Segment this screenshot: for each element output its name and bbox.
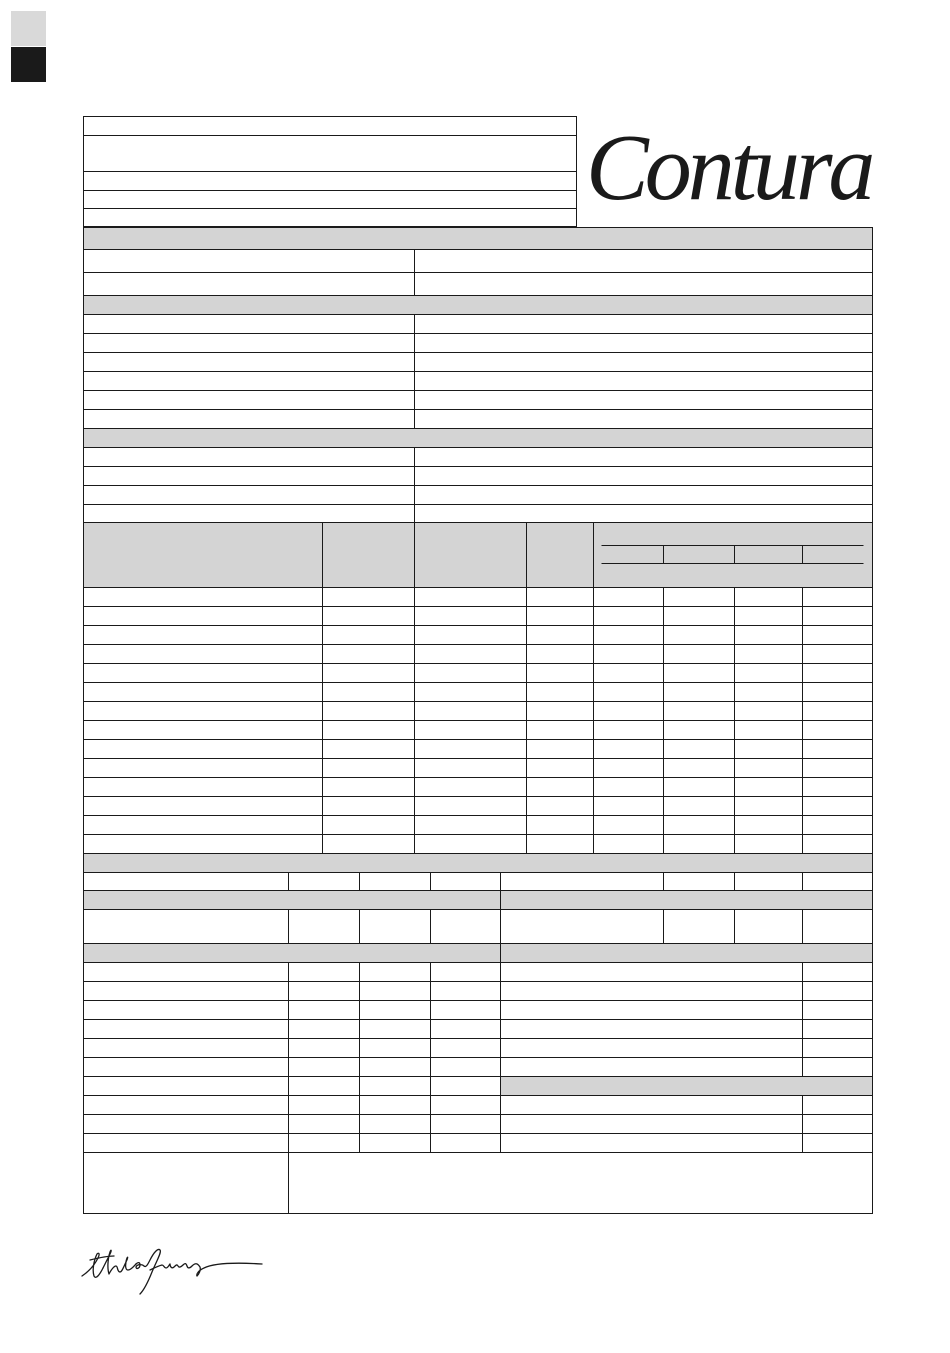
table-header-band — [84, 523, 873, 588]
section-band-3 — [84, 429, 873, 448]
handwritten-signature — [80, 1240, 264, 1296]
section-band-6-left — [84, 944, 501, 963]
table-body-grid — [84, 588, 873, 854]
section-band-2 — [84, 296, 873, 315]
section-band-4 — [84, 854, 873, 873]
section-band-7-right — [501, 1077, 873, 1096]
lower-grid — [84, 963, 873, 1153]
section-band-6-right — [501, 944, 873, 963]
section-band-5-right — [501, 891, 873, 910]
contura-logo: Contura — [586, 116, 872, 220]
section-band-1 — [84, 228, 873, 250]
section-band-5-left — [84, 891, 501, 910]
